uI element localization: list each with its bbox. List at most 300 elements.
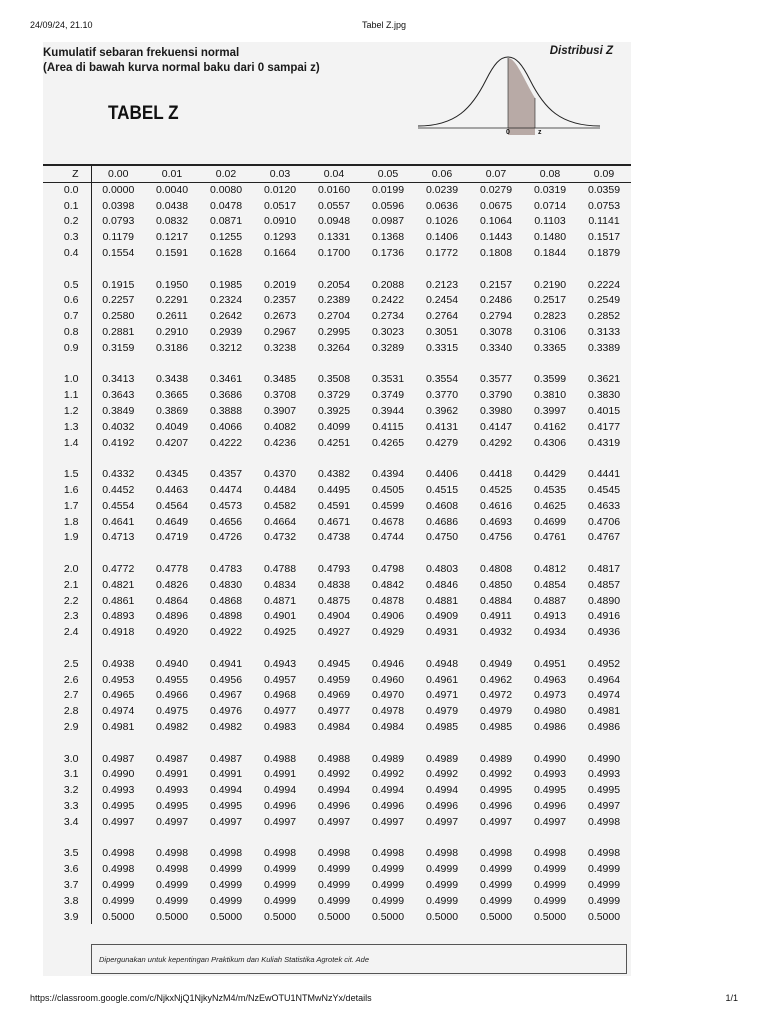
spacer-cell	[145, 261, 199, 277]
spacer-cell	[469, 356, 523, 372]
probability-cell: 0.4881	[425, 594, 459, 607]
spacer-cell	[253, 356, 307, 372]
probability-cell: 0.4959	[317, 673, 351, 686]
probability-cell: 0.0675	[479, 199, 513, 212]
probability-cell: 0.4279	[425, 436, 459, 449]
z-value-cell: 1.0	[43, 372, 91, 388]
probability-cell: 0.4969	[317, 689, 351, 702]
probability-cell: 0.4976	[209, 705, 243, 718]
probability-cell: 0.1879	[587, 247, 621, 260]
probability-cell: 0.4332	[102, 468, 135, 481]
probability-cell: 0.4974	[587, 689, 621, 702]
probability-cell: 0.4990	[587, 752, 621, 765]
table-row	[43, 577, 631, 593]
probability-cell: 0.4370	[263, 468, 297, 481]
probability-cell: 0.4951	[533, 657, 567, 670]
spacer-cell	[91, 261, 145, 277]
footer-note-box	[91, 944, 627, 974]
probability-cell: 0.5000	[263, 910, 297, 923]
probability-cell: 0.4995	[102, 799, 135, 812]
probability-cell: 0.0160	[317, 184, 351, 197]
probability-cell: 0.4999	[263, 894, 297, 907]
probability-cell: 0.2054	[317, 278, 351, 291]
probability-cell: 0.2794	[479, 310, 513, 323]
probability-cell: 0.4983	[263, 720, 297, 733]
probability-cell: 0.4772	[102, 563, 135, 576]
spacer-cell	[43, 830, 91, 846]
table-row	[43, 530, 631, 546]
probability-cell: 0.4345	[155, 468, 189, 481]
probability-cell: 0.4994	[209, 784, 243, 797]
probability-cell: 0.4997	[587, 799, 621, 812]
probability-cell: 0.1700	[317, 247, 351, 260]
z-value-cell: 1.7	[43, 498, 91, 514]
probability-cell: 0.1950	[155, 278, 189, 291]
probability-cell: 0.1026	[425, 215, 459, 228]
probability-cell: 0.5000	[533, 910, 567, 923]
page-number: 1/1	[725, 993, 738, 1003]
probability-cell: 0.4826	[155, 578, 189, 591]
normal-curve-diagram	[416, 50, 604, 140]
probability-cell: 0.3365	[533, 341, 567, 354]
shaded-area	[508, 58, 535, 135]
z-value-cell: 2.8	[43, 703, 91, 719]
probability-cell: 0.0636	[425, 199, 459, 212]
probability-cell: 0.0120	[263, 184, 297, 197]
probability-cell: 0.4975	[155, 705, 189, 718]
group-spacer	[43, 640, 631, 656]
probability-cell: 0.4032	[102, 420, 135, 433]
probability-cell: 0.2673	[263, 310, 297, 323]
probability-cell: 0.4998	[533, 847, 567, 860]
probability-cell: 0.1103	[534, 215, 566, 228]
probability-cell: 0.4783	[209, 563, 243, 576]
z-value-cell: 3.5	[43, 845, 91, 861]
probability-cell: 0.4713	[102, 531, 135, 544]
probability-cell: 0.4834	[263, 578, 297, 591]
spacer-cell	[199, 640, 253, 656]
probability-cell: 0.4956	[209, 673, 243, 686]
group-spacer	[43, 830, 631, 846]
spacer-cell	[43, 261, 91, 277]
z-value-cell: 3.1	[43, 766, 91, 782]
probability-cell: 0.2088	[371, 278, 405, 291]
probability-cell: 0.4756	[479, 531, 513, 544]
table-row	[43, 214, 631, 230]
table-row	[43, 498, 631, 514]
probability-cell: 0.4871	[263, 594, 297, 607]
probability-cell: 0.4999	[317, 863, 351, 876]
spacer-cell	[199, 735, 253, 751]
spacer-cell	[361, 545, 415, 561]
probability-cell: 0.4878	[371, 594, 405, 607]
spacer-cell	[361, 735, 415, 751]
probability-cell: 0.1772	[425, 247, 459, 260]
probability-cell: 0.4319	[587, 436, 621, 449]
probability-cell: 0.4641	[102, 515, 135, 528]
probability-cell: 0.4913	[533, 610, 567, 623]
table-row	[43, 514, 631, 530]
probability-cell: 0.2939	[209, 326, 243, 339]
probability-cell: 0.2486	[479, 294, 513, 307]
z-value-cell: 0.6	[43, 293, 91, 309]
probability-cell: 0.3749	[371, 389, 405, 402]
spacer-cell	[253, 735, 307, 751]
spacer-cell	[469, 261, 523, 277]
probability-cell: 0.1554	[102, 247, 135, 260]
probability-cell: 0.4999	[533, 894, 567, 907]
spacer-cell	[469, 640, 523, 656]
probability-cell: 0.4987	[209, 752, 243, 765]
probability-cell: 0.4686	[425, 515, 459, 528]
table-row	[43, 277, 631, 293]
print-footer	[30, 993, 738, 1007]
probability-cell: 0.0000	[102, 184, 135, 197]
probability-cell: 0.4999	[102, 894, 135, 907]
probability-cell: 0.4898	[209, 610, 243, 623]
table-row	[43, 766, 631, 782]
probability-cell: 0.4936	[587, 626, 621, 639]
footer-note: Dipergunakan untuk kepentingan Praktikum dan Kuliah Statistika Agrotek cit. Ade	[99, 955, 370, 964]
probability-cell: 0.4535	[533, 484, 567, 497]
probability-cell: 0.4995	[587, 784, 621, 797]
probability-cell: 0.4996	[263, 799, 297, 812]
probability-cell: 0.3907	[263, 405, 297, 418]
probability-cell: 0.4474	[209, 484, 243, 497]
spacer-cell	[253, 545, 307, 561]
probability-cell: 0.3770	[425, 389, 459, 402]
spacer-cell	[91, 735, 145, 751]
probability-cell: 0.4941	[209, 657, 243, 670]
z-value-cell: 3.4	[43, 814, 91, 830]
spacer-cell	[523, 735, 577, 751]
probability-cell: 0.4049	[155, 420, 189, 433]
probability-cell: 0.4162	[533, 420, 567, 433]
probability-cell: 0.4938	[102, 657, 135, 670]
probability-cell: 0.4989	[371, 752, 405, 765]
probability-cell: 0.4656	[209, 515, 243, 528]
probability-cell: 0.0557	[317, 199, 351, 212]
probability-cell: 0.1331	[317, 231, 351, 244]
spacer-cell	[145, 545, 199, 561]
probability-cell: 0.4963	[533, 673, 567, 686]
probability-cell: 0.1736	[371, 247, 405, 260]
probability-cell: 0.4812	[533, 563, 567, 576]
probability-cell: 0.4884	[479, 594, 513, 607]
probability-cell: 0.4998	[102, 847, 135, 860]
probability-cell: 0.4616	[479, 499, 513, 512]
probability-cell: 0.4986	[533, 720, 567, 733]
table-row	[43, 340, 631, 356]
probability-cell: 0.4147	[479, 420, 513, 433]
probability-cell: 0.4744	[371, 531, 405, 544]
probability-cell: 0.4943	[263, 657, 297, 670]
table-row	[43, 814, 631, 830]
table-row	[43, 672, 631, 688]
header-z: Z	[43, 165, 91, 182]
probability-cell: 0.4998	[371, 847, 405, 860]
spacer-cell	[199, 356, 253, 372]
probability-cell: 0.2324	[209, 294, 243, 307]
probability-cell: 0.4999	[317, 878, 351, 891]
spacer-cell	[307, 830, 361, 846]
table-row	[43, 861, 631, 877]
print-timestamp: 24/09/24, 21.10	[30, 20, 93, 30]
probability-cell: 0.3485	[263, 373, 297, 386]
probability-cell: 0.4671	[317, 515, 351, 528]
subtitle-line-2: (Area di bawah kurva normal baku dari 0 sampai z)	[43, 62, 320, 74]
probability-cell: 0.4207	[155, 436, 189, 449]
probability-cell: 0.4864	[155, 594, 189, 607]
z-value-cell: 2.5	[43, 656, 91, 672]
probability-cell: 0.3997	[533, 405, 567, 418]
probability-cell: 0.4015	[587, 405, 621, 418]
probability-cell: 0.4265	[371, 436, 405, 449]
table-row	[43, 782, 631, 798]
probability-cell: 0.0478	[209, 199, 243, 212]
probability-cell: 0.4995	[209, 799, 243, 812]
probability-cell: 0.4842	[371, 578, 405, 591]
table-row	[43, 403, 631, 419]
probability-cell: 0.4945	[317, 657, 351, 670]
probability-cell: 0.1443	[479, 231, 513, 244]
probability-cell: 0.0753	[587, 199, 621, 212]
probability-cell: 0.2357	[263, 294, 297, 307]
probability-cell: 0.4904	[317, 610, 351, 623]
z-value-cell: 0.3	[43, 229, 91, 245]
spacer-cell	[91, 640, 145, 656]
probability-cell: 0.3078	[479, 326, 513, 339]
spacer-cell	[307, 640, 361, 656]
spacer-cell	[415, 640, 469, 656]
print-header	[30, 20, 738, 34]
spacer-cell	[361, 451, 415, 467]
probability-cell: 0.4554	[102, 499, 135, 512]
probability-cell: 0.4918	[102, 626, 135, 639]
probability-cell: 0.4993	[587, 768, 621, 781]
print-filename: Tabel Z.jpg	[361, 20, 407, 30]
z-value-cell: 3.9	[43, 909, 91, 925]
probability-cell: 0.3944	[371, 405, 405, 418]
probability-cell: 0.4292	[479, 436, 513, 449]
table-row	[43, 845, 631, 861]
probability-cell: 0.4788	[263, 563, 297, 576]
probability-cell: 0.4893	[102, 610, 135, 623]
table-body	[43, 182, 631, 924]
probability-cell: 0.4999	[209, 894, 243, 907]
probability-cell: 0.4972	[479, 689, 513, 702]
probability-cell: 0.4382	[317, 468, 351, 481]
probability-cell: 0.4953	[102, 673, 135, 686]
z-table	[43, 164, 631, 924]
probability-cell: 0.4608	[425, 499, 459, 512]
probability-cell: 0.3438	[155, 373, 189, 386]
probability-cell: 0.2549	[587, 294, 621, 307]
spacer-cell	[307, 735, 361, 751]
spacer-cell	[145, 735, 199, 751]
probability-cell: 0.4973	[533, 689, 567, 702]
probability-cell: 0.4719	[155, 531, 189, 544]
probability-cell: 0.4738	[317, 531, 351, 544]
probability-cell: 0.3708	[263, 389, 297, 402]
probability-cell: 0.0596	[371, 199, 405, 212]
probability-cell: 0.4999	[155, 878, 189, 891]
z-value-cell: 3.6	[43, 861, 91, 877]
probability-cell: 0.4999	[371, 863, 405, 876]
probability-cell: 0.4996	[371, 799, 405, 812]
spacer-cell	[577, 830, 631, 846]
probability-cell: 0.4515	[425, 484, 459, 497]
probability-cell: 0.3315	[425, 341, 459, 354]
z-value-cell: 3.3	[43, 798, 91, 814]
z-value-cell: 2.2	[43, 593, 91, 609]
spacer-cell	[253, 451, 307, 467]
probability-cell: 0.3106	[533, 326, 567, 339]
probability-cell: 0.2257	[102, 294, 135, 307]
probability-cell: 0.2704	[317, 310, 351, 323]
probability-cell: 0.4999	[479, 863, 513, 876]
probability-cell: 0.3212	[209, 341, 243, 354]
header-col: 0.04	[307, 165, 361, 182]
probability-cell: 0.4750	[425, 531, 459, 544]
probability-cell: 0.4999	[425, 878, 459, 891]
probability-cell: 0.4998	[263, 847, 297, 860]
probability-cell: 0.0517	[263, 199, 297, 212]
probability-cell: 0.0279	[479, 184, 513, 197]
spacer-cell	[307, 545, 361, 561]
spacer-cell	[415, 545, 469, 561]
probability-cell: 0.4066	[209, 420, 243, 433]
probability-cell: 0.5000	[209, 910, 243, 923]
probability-cell: 0.1179	[102, 231, 134, 244]
table-row	[43, 308, 631, 324]
group-spacer	[43, 735, 631, 751]
z-value-cell: 0.2	[43, 214, 91, 230]
probability-cell: 0.4732	[263, 531, 297, 544]
probability-cell: 0.4987	[155, 752, 189, 765]
probability-cell: 0.4131	[425, 420, 459, 433]
z-value-cell: 1.1	[43, 387, 91, 403]
probability-cell: 0.1808	[479, 247, 513, 260]
probability-cell: 0.4082	[263, 420, 297, 433]
probability-cell: 0.1480	[533, 231, 567, 244]
probability-cell: 0.4306	[533, 436, 567, 449]
probability-cell: 0.4990	[102, 768, 135, 781]
probability-cell: 0.3186	[155, 341, 189, 354]
probability-cell: 0.4625	[533, 499, 567, 512]
probability-cell: 0.4693	[479, 515, 513, 528]
probability-cell: 0.4949	[479, 657, 513, 670]
probability-cell: 0.5000	[425, 910, 459, 923]
probability-cell: 0.4920	[155, 626, 189, 639]
probability-cell: 0.4998	[587, 815, 621, 828]
spacer-cell	[199, 545, 253, 561]
spacer-cell	[145, 830, 199, 846]
probability-cell: 0.3159	[102, 341, 135, 354]
z-value-cell: 3.2	[43, 782, 91, 798]
probability-cell: 0.4761	[533, 531, 567, 544]
spacer-cell	[43, 451, 91, 467]
table-row	[43, 466, 631, 482]
header-col: 0.07	[469, 165, 523, 182]
probability-cell: 0.4896	[155, 610, 189, 623]
probability-cell: 0.4927	[317, 626, 351, 639]
probability-cell: 0.4887	[533, 594, 567, 607]
probability-cell: 0.4564	[155, 499, 189, 512]
probability-cell: 0.4960	[371, 673, 405, 686]
probability-cell: 0.4406	[425, 468, 459, 481]
probability-cell: 0.4192	[102, 436, 135, 449]
probability-cell: 0.4452	[102, 484, 135, 497]
probability-cell: 0.4993	[102, 784, 135, 797]
probability-cell: 0.3869	[155, 405, 189, 418]
probability-cell: 0.4916	[587, 610, 621, 623]
probability-cell: 0.3962	[425, 405, 459, 418]
probability-cell: 0.4932	[479, 626, 513, 639]
probability-cell: 0.4999	[425, 894, 459, 907]
probability-cell: 0.1985	[209, 278, 243, 291]
spacer-cell	[523, 545, 577, 561]
header-col: 0.03	[253, 165, 307, 182]
probability-cell: 0.3508	[317, 373, 351, 386]
spacer-cell	[523, 830, 577, 846]
probability-cell: 0.3023	[371, 326, 405, 339]
probability-cell: 0.4967	[209, 689, 243, 702]
probability-cell: 0.1406	[425, 231, 459, 244]
probability-cell: 0.4989	[479, 752, 513, 765]
probability-cell: 0.4979	[425, 705, 459, 718]
probability-cell: 0.4974	[102, 705, 135, 718]
spacer-cell	[469, 830, 523, 846]
spacer-cell	[199, 830, 253, 846]
spacer-cell	[145, 451, 199, 467]
probability-cell: 0.4599	[371, 499, 405, 512]
probability-cell: 0.4998	[102, 863, 135, 876]
probability-cell: 0.4998	[317, 847, 351, 860]
probability-cell: 0.4994	[425, 784, 459, 797]
probability-cell: 0.0987	[371, 215, 405, 228]
probability-cell: 0.4909	[425, 610, 459, 623]
probability-cell: 0.1368	[371, 231, 405, 244]
table-row	[43, 245, 631, 261]
probability-cell: 0.3531	[371, 373, 405, 386]
z-value-cell: 0.4	[43, 245, 91, 261]
probability-cell: 0.2422	[371, 294, 405, 307]
probability-cell: 0.4573	[209, 499, 243, 512]
probability-cell: 0.5000	[317, 910, 351, 923]
probability-cell: 0.5000	[102, 910, 135, 923]
probability-cell: 0.4901	[263, 610, 297, 623]
spacer-cell	[43, 545, 91, 561]
probability-cell: 0.4961	[425, 673, 459, 686]
probability-cell: 0.4591	[317, 499, 351, 512]
spacer-cell	[361, 830, 415, 846]
probability-cell: 0.5000	[371, 910, 405, 923]
probability-cell: 0.4906	[371, 610, 405, 623]
probability-cell: 0.4441	[587, 468, 621, 481]
probability-cell: 0.4995	[533, 784, 567, 797]
spacer-cell	[307, 261, 361, 277]
z-value-cell: 0.9	[43, 340, 91, 356]
z-value-cell: 1.8	[43, 514, 91, 530]
table-row	[43, 688, 631, 704]
z-value-cell: 3.0	[43, 751, 91, 767]
table-row	[43, 293, 631, 309]
probability-cell: 0.4980	[533, 705, 567, 718]
table-row	[43, 482, 631, 498]
probability-cell: 0.3461	[209, 373, 243, 386]
probability-cell: 0.4998	[209, 847, 243, 860]
